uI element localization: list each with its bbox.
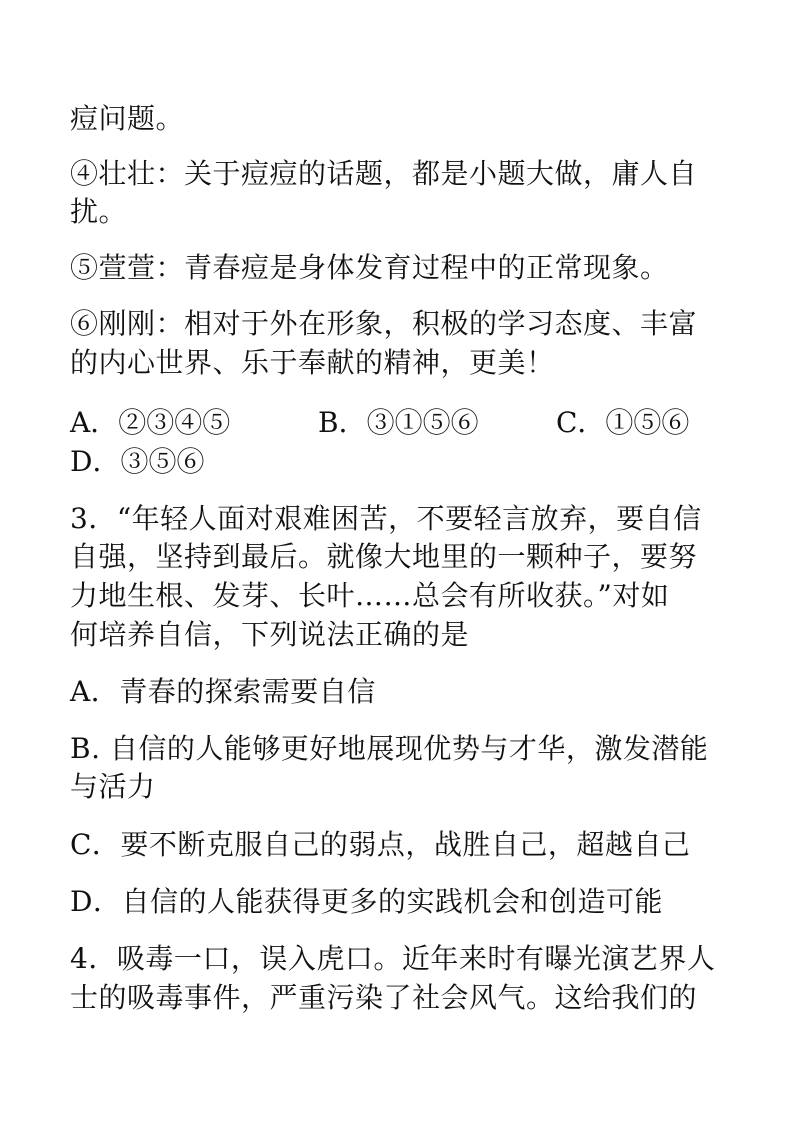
question-4-line: 4．吸毒一口，误入虎口。近年来时有曝光演艺界人	[70, 942, 716, 975]
option-c: C．①⑤⑥	[556, 406, 690, 439]
text-line: ④壮壮：关于痘痘的话题，都是小题大做，庸人自	[70, 157, 698, 190]
option-d: D．③⑤⑥	[70, 445, 205, 478]
question-3-line: 力地生根、发芽、长叶……总会有所收获。”对如	[70, 579, 670, 612]
text-line: 的内心世界、乐于奉献的精神，更美！	[70, 346, 555, 379]
option-b: B．③①⑤⑥	[318, 406, 479, 439]
option-b: B. 自信的人能够更好地展现优势与才华，激发潜能	[70, 732, 709, 765]
question-3-line: 自强，坚持到最后。就像大地里的一颗种子，要努	[70, 540, 698, 573]
option-a: A．青春的探索需要自信	[70, 675, 376, 708]
text-line: ⑥刚刚：相对于外在形象，积极的学习态度、丰富	[70, 307, 698, 340]
question-3-line: 何培养自信，下列说法正确的是	[70, 618, 470, 651]
option-c: C．要不断克服自己的弱点，战胜自己，超越自己	[70, 828, 691, 861]
option-b-continued: 与活力	[70, 770, 156, 803]
question-3-line: 3．“年轻人面对艰难困苦，不要轻言放弃，要自信	[70, 502, 702, 535]
option-a: A．②③④⑤	[70, 406, 231, 439]
text-line: 扰。	[70, 195, 128, 228]
text-line: 痘问题。	[70, 102, 185, 135]
question-4-line: 士的吸毒事件，严重污染了社会风气。这给我们的	[70, 981, 698, 1014]
option-d: D．自信的人能获得更多的实践机会和创造可能	[70, 885, 663, 918]
text-line: ⑤萱萱：青春痘是身体发育过程中的正常现象。	[70, 251, 669, 284]
